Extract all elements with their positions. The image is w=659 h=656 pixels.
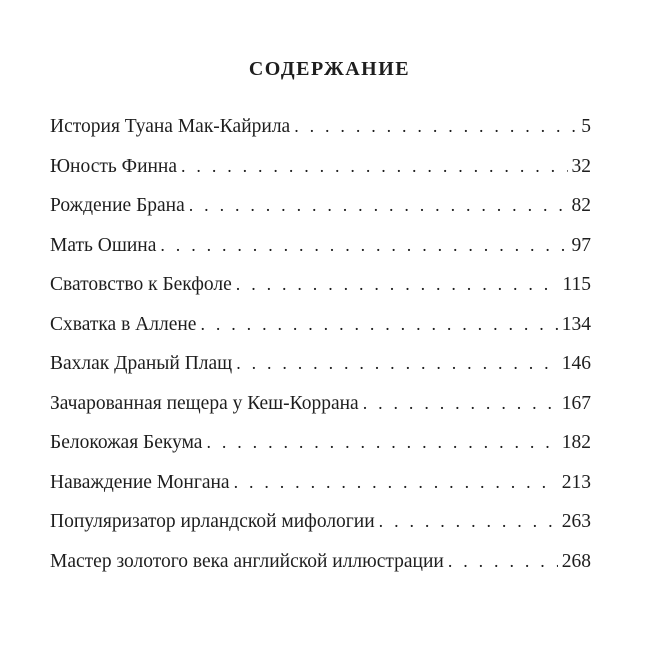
- dot-leader: [363, 393, 558, 414]
- toc-entry-page: 146: [561, 353, 591, 374]
- toc-entry-title: Рождение Брана: [50, 195, 185, 216]
- toc-entry: [50, 235, 591, 275]
- dot-leader: [160, 235, 567, 256]
- dot-leader: [379, 511, 558, 532]
- toc-entry-title: Белокожая Бекума: [50, 432, 203, 453]
- dot-leader: [448, 551, 558, 572]
- toc-entry-page: 213: [561, 471, 591, 493]
- toc-entry: [50, 156, 591, 196]
- toc-entry-page: 268: [561, 550, 591, 572]
- toc-entry-title: Схватка в Аллене: [50, 313, 197, 335]
- toc-entry: [50, 472, 591, 512]
- toc-entry: [50, 195, 591, 235]
- toc-entry-page: 182: [561, 432, 591, 453]
- toc-entry: [50, 551, 591, 591]
- dot-leader: [181, 156, 567, 177]
- toc-entry: [50, 432, 591, 472]
- toc-entry: [50, 274, 591, 314]
- dot-leader: [189, 195, 568, 216]
- toc-entry: [50, 393, 591, 433]
- toc-entry-page: 263: [561, 511, 591, 532]
- toc-entry-title: Популяризатор ирландской мифологии: [50, 511, 375, 532]
- toc-entry-title: Зачарованная пещера у Кеш-Коррана: [50, 392, 359, 414]
- toc-entry-page: 32: [571, 155, 591, 177]
- toc-entry-title: Наваждение Монгана: [50, 471, 230, 493]
- toc-entry-title: Вахлак Драный Плащ: [50, 353, 233, 374]
- toc-entry: [50, 116, 591, 156]
- toc-entry-title: Мастер золотого века английской иллюстрации: [50, 550, 444, 572]
- toc-entry: [50, 314, 591, 354]
- contents-heading: СОДЕРЖАНИЕ: [248, 58, 411, 80]
- toc-entry-page: 82: [571, 195, 591, 216]
- toc-entry-page: 134: [561, 313, 591, 335]
- dot-leader: [236, 353, 558, 374]
- table-of-contents: [50, 116, 591, 590]
- toc-entry-title: Мать Ошина: [50, 234, 157, 256]
- toc-entry-page: 167: [561, 392, 591, 414]
- dot-leader: [200, 314, 557, 335]
- toc-entry-title: Сватовство к Бекфоле: [50, 274, 232, 295]
- toc-entry-page: 115: [562, 274, 591, 295]
- toc-entry: [50, 353, 591, 393]
- toc-entry-page: 5: [581, 116, 591, 137]
- dot-leader: [234, 472, 558, 493]
- toc-entry-title: История Туана Мак-Кайрила: [50, 116, 291, 137]
- dot-leader: [236, 274, 559, 295]
- toc-entry-page: 97: [571, 234, 591, 256]
- dot-leader: [206, 432, 557, 453]
- toc-entry: [50, 511, 591, 551]
- dot-leader: [294, 116, 577, 137]
- toc-entry-title: Юность Финна: [50, 155, 178, 177]
